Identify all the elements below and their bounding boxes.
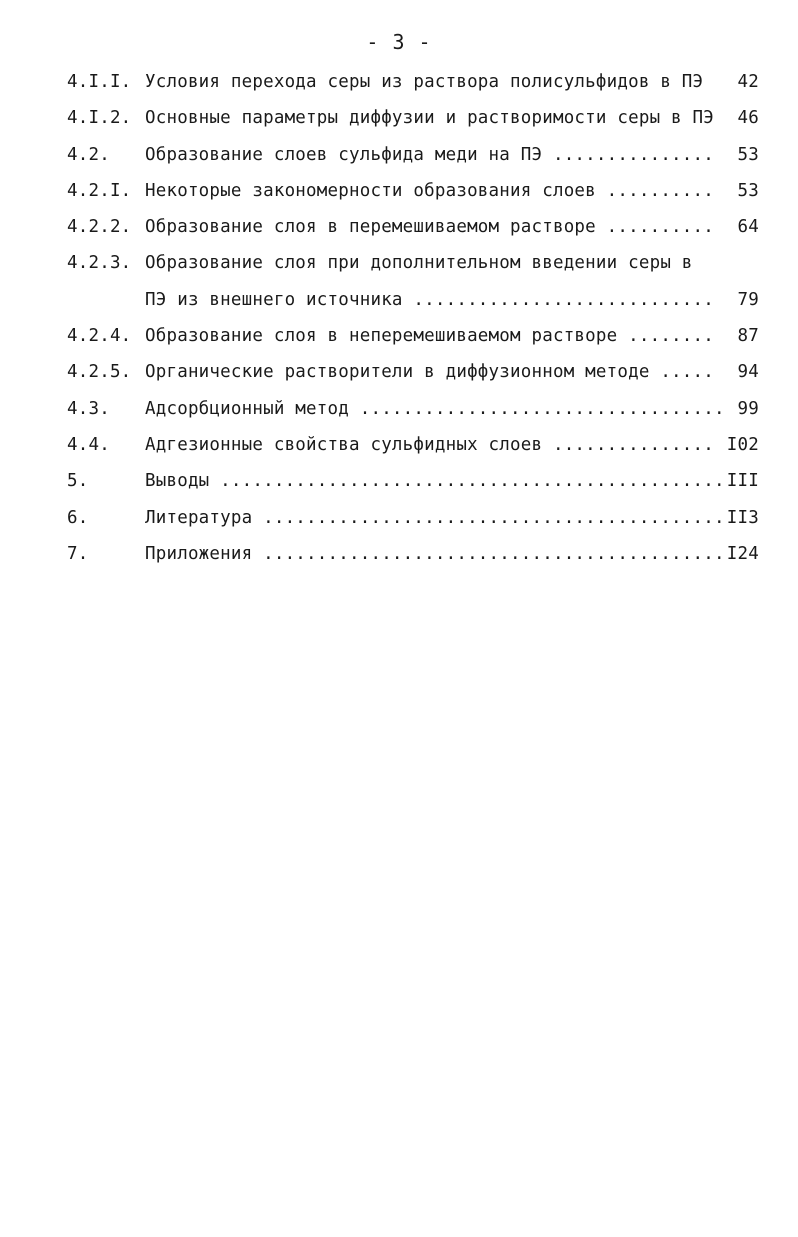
- toc-entry: [67, 137, 759, 173]
- section-number: 4.2.: [67, 144, 110, 165]
- page-ref: 42: [737, 72, 759, 92]
- table-of-contents: [67, 64, 759, 572]
- section-title: Выводы ...............................................: [145, 471, 725, 492]
- page-ref: 94: [737, 362, 759, 383]
- page-ref: 79: [737, 289, 759, 310]
- toc-entry: [67, 391, 759, 427]
- toc-entry: [67, 536, 759, 572]
- toc-entry: [67, 64, 759, 100]
- section-number: 4.2.2.: [67, 217, 132, 238]
- section-number: 4.2.4.: [67, 326, 132, 347]
- toc-entry: [67, 500, 759, 536]
- section-number: 4.I.2.: [67, 108, 132, 129]
- toc-entry: [67, 209, 759, 245]
- section-number: 5.: [67, 471, 89, 492]
- page-ref: 99: [737, 398, 759, 419]
- toc-entry: [67, 463, 759, 499]
- section-number: 7.: [67, 543, 89, 564]
- page-ref: 53: [737, 144, 759, 165]
- page-ref: 46: [737, 108, 759, 129]
- toc-entry: [67, 318, 759, 354]
- section-title: Образование слоя при дополнительном введении серы в: [145, 253, 693, 274]
- page-ref: 64: [737, 217, 759, 238]
- section-number: 4.2.5.: [67, 362, 132, 383]
- toc-entry: [67, 173, 759, 209]
- section-title: Адгезионные свойства сульфидных слоев ...............: [145, 434, 715, 455]
- section-title: Литература ...........................................: [145, 507, 725, 528]
- section-title: Приложения ...........................................: [145, 543, 725, 564]
- page-ref: I02: [726, 434, 759, 455]
- section-title: Основные параметры диффузии и растворимости серы в ПЭ: [145, 108, 715, 129]
- page-ref: II3: [726, 507, 759, 528]
- section-title: Условия перехода серы из раствора полисульфидов в ПЭ: [145, 72, 704, 92]
- section-title: Образование слоя в неперемешиваемом растворе ........: [145, 326, 715, 347]
- toc-entry: [67, 354, 759, 390]
- section-number: 4.2.3.: [67, 253, 132, 274]
- section-number: 4.I.I.: [67, 72, 132, 92]
- section-title: Образование слоев сульфида меди на ПЭ ...............: [145, 144, 715, 165]
- section-number: 4.3.: [67, 398, 110, 419]
- section-title: Адсорбционный метод ..................................: [145, 398, 725, 419]
- toc-entry: [67, 427, 759, 463]
- page-ref: III: [726, 471, 759, 492]
- section-title: Органические растворители в диффузионном методе .....: [145, 362, 715, 383]
- section-number: 4.4.: [67, 434, 110, 455]
- page-number: - 3 -: [366, 30, 432, 54]
- toc-entry: [67, 245, 759, 281]
- toc-entry: [67, 100, 759, 136]
- page-ref: 87: [737, 326, 759, 347]
- section-number: 6.: [67, 507, 89, 528]
- section-number: 4.2.I.: [67, 180, 132, 201]
- page-ref: I24: [726, 543, 759, 564]
- toc-entry-continuation: [67, 282, 759, 318]
- section-title: Некоторые закономерности образования слоев ..........: [145, 180, 715, 201]
- section-title: Образование слоя в перемешиваемом растворе ..........: [145, 217, 715, 238]
- page-ref: 53: [737, 180, 759, 201]
- section-title: ПЭ из внешнего источника ............................: [145, 289, 715, 310]
